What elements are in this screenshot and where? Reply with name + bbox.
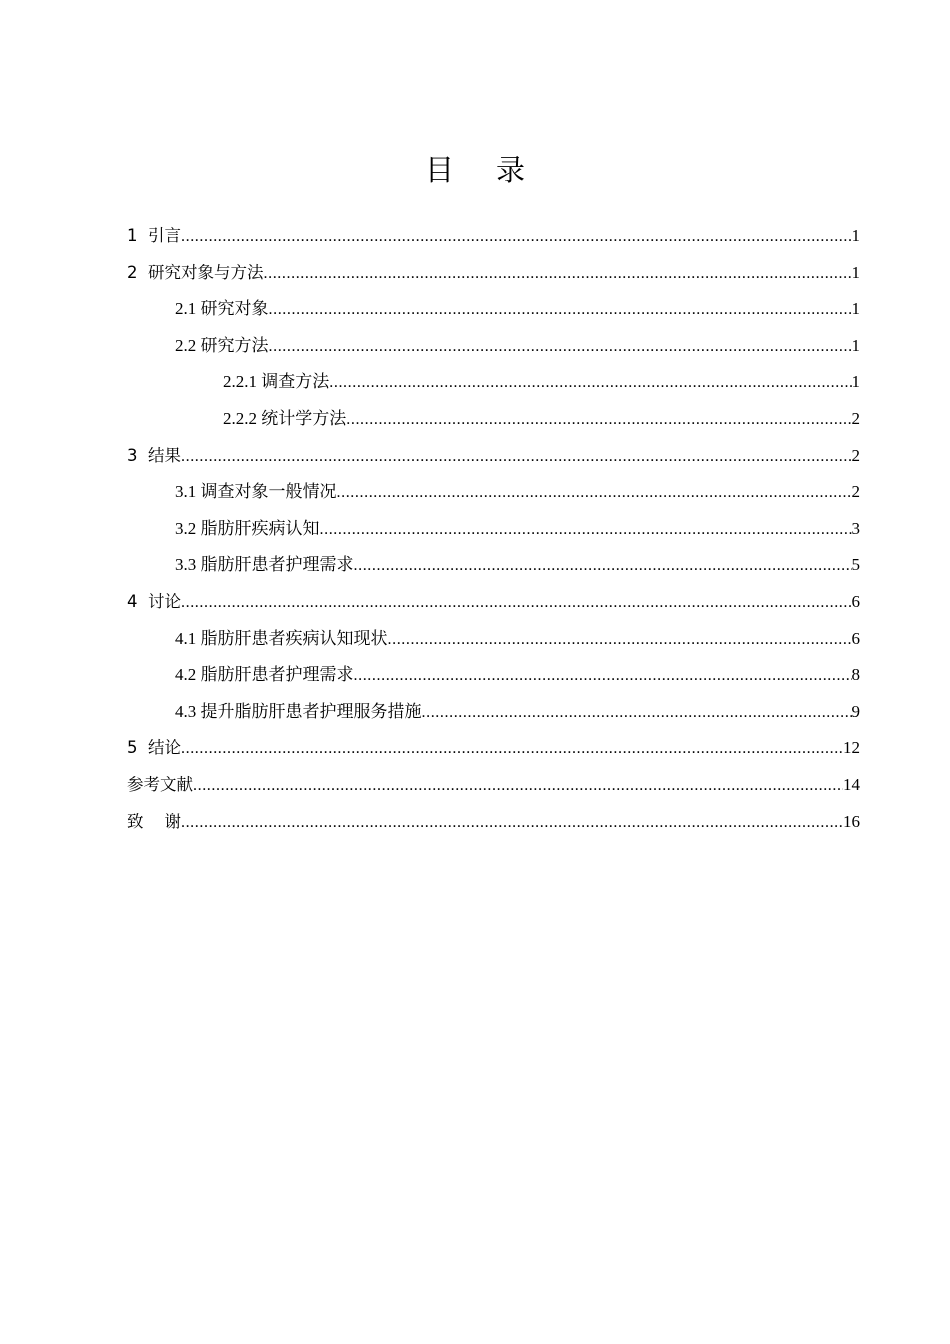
toc-entry-page-number: 5 [851,555,860,575]
toc-entry-label: 2.2.1 调查方法 [223,372,330,392]
toc-entry[interactable] [127,767,860,804]
toc-entry-label: 3.1 调查对象一般情况 [175,482,337,502]
toc-entry[interactable] [127,401,860,438]
toc-entry-page-number: 1 [851,299,860,319]
toc-dot-leader [181,805,843,842]
toc-entry-label: 参考文献 [127,774,193,794]
toc-entry[interactable] [127,474,860,511]
toc-entry[interactable] [127,255,860,292]
toc-entry-page-number: 1 [851,262,860,282]
toc-entry-page-number: 1 [851,372,860,392]
toc-entry[interactable] [127,291,860,328]
toc-entry-page-number: 3 [851,518,860,538]
toc-entry[interactable] [127,730,860,767]
toc-dot-leader [354,548,852,585]
toc-dot-leader [264,256,852,293]
toc-entry-label: 4.1 脂肪肝患者疾病认知现状 [175,628,388,648]
toc-entry-page-number: 2 [851,445,860,465]
toc-entry[interactable] [127,438,860,475]
toc-dot-leader [181,731,843,768]
toc-entry[interactable] [127,584,860,621]
toc-entry-page-number: 6 [851,591,860,611]
toc-entry-label: 1 引言 [127,226,181,245]
toc-dot-leader [269,329,852,366]
toc-entry-label: 3.3 脂肪肝患者护理需求 [175,555,354,575]
toc-entry-label: 2.1 研究对象 [175,299,269,319]
toc-entry[interactable] [127,547,860,584]
toc-dot-leader [193,768,843,805]
toc-entry-page-number: 14 [843,774,860,794]
toc-dot-leader [320,512,852,549]
toc-entry-page-number: 1 [851,226,860,245]
toc-entry[interactable] [127,218,860,255]
toc-list [127,218,860,840]
toc-dot-leader [388,622,852,659]
toc-entry-page-number: 1 [851,335,860,355]
toc-title: 目录 [424,153,567,187]
toc-entry-label: 4 讨论 [127,591,181,611]
toc-entry-label: 致 谢 [127,811,181,831]
toc-entry-page-number: 16 [843,811,860,831]
toc-entry-page-number: 8 [851,665,860,685]
toc-dot-leader [354,658,852,695]
toc-entry-page-number: 2 [851,482,860,502]
toc-entry-page-number: 12 [843,738,860,758]
toc-dot-leader [181,585,852,622]
toc-entry-label: 3.2 脂肪肝疾病认知 [175,518,320,538]
toc-entry-label: 3 结果 [127,445,181,465]
toc-dot-leader [422,695,852,732]
toc-entry-page-number: 2 [851,408,860,428]
toc-entry-label: 4.2 脂肪肝患者护理需求 [175,665,354,685]
toc-dot-leader [181,439,852,476]
toc-entry[interactable] [127,328,860,365]
toc-entry[interactable] [127,657,860,694]
toc-dot-leader [181,219,852,256]
toc-entry-label: 5 结论 [127,738,181,758]
toc-entry[interactable] [127,694,860,731]
toc-entry[interactable] [127,621,860,658]
toc-dot-leader [337,475,852,512]
toc-entry[interactable] [127,364,860,401]
toc-entry-label: 2 研究对象与方法 [127,262,264,282]
toc-entry-label: 2.2 研究方法 [175,335,269,355]
toc-dot-leader [329,365,851,402]
toc-dot-leader [346,402,851,439]
toc-entry-label: 2.2.2 统计学方法 [223,408,347,428]
toc-entry[interactable] [127,804,860,841]
toc-entry-page-number: 9 [851,701,860,721]
toc-entry-label: 4.3 提升脂肪肝患者护理服务措施 [175,701,422,721]
toc-entry-page-number: 6 [851,628,860,648]
toc-entry[interactable] [127,511,860,548]
toc-dot-leader [269,292,852,329]
